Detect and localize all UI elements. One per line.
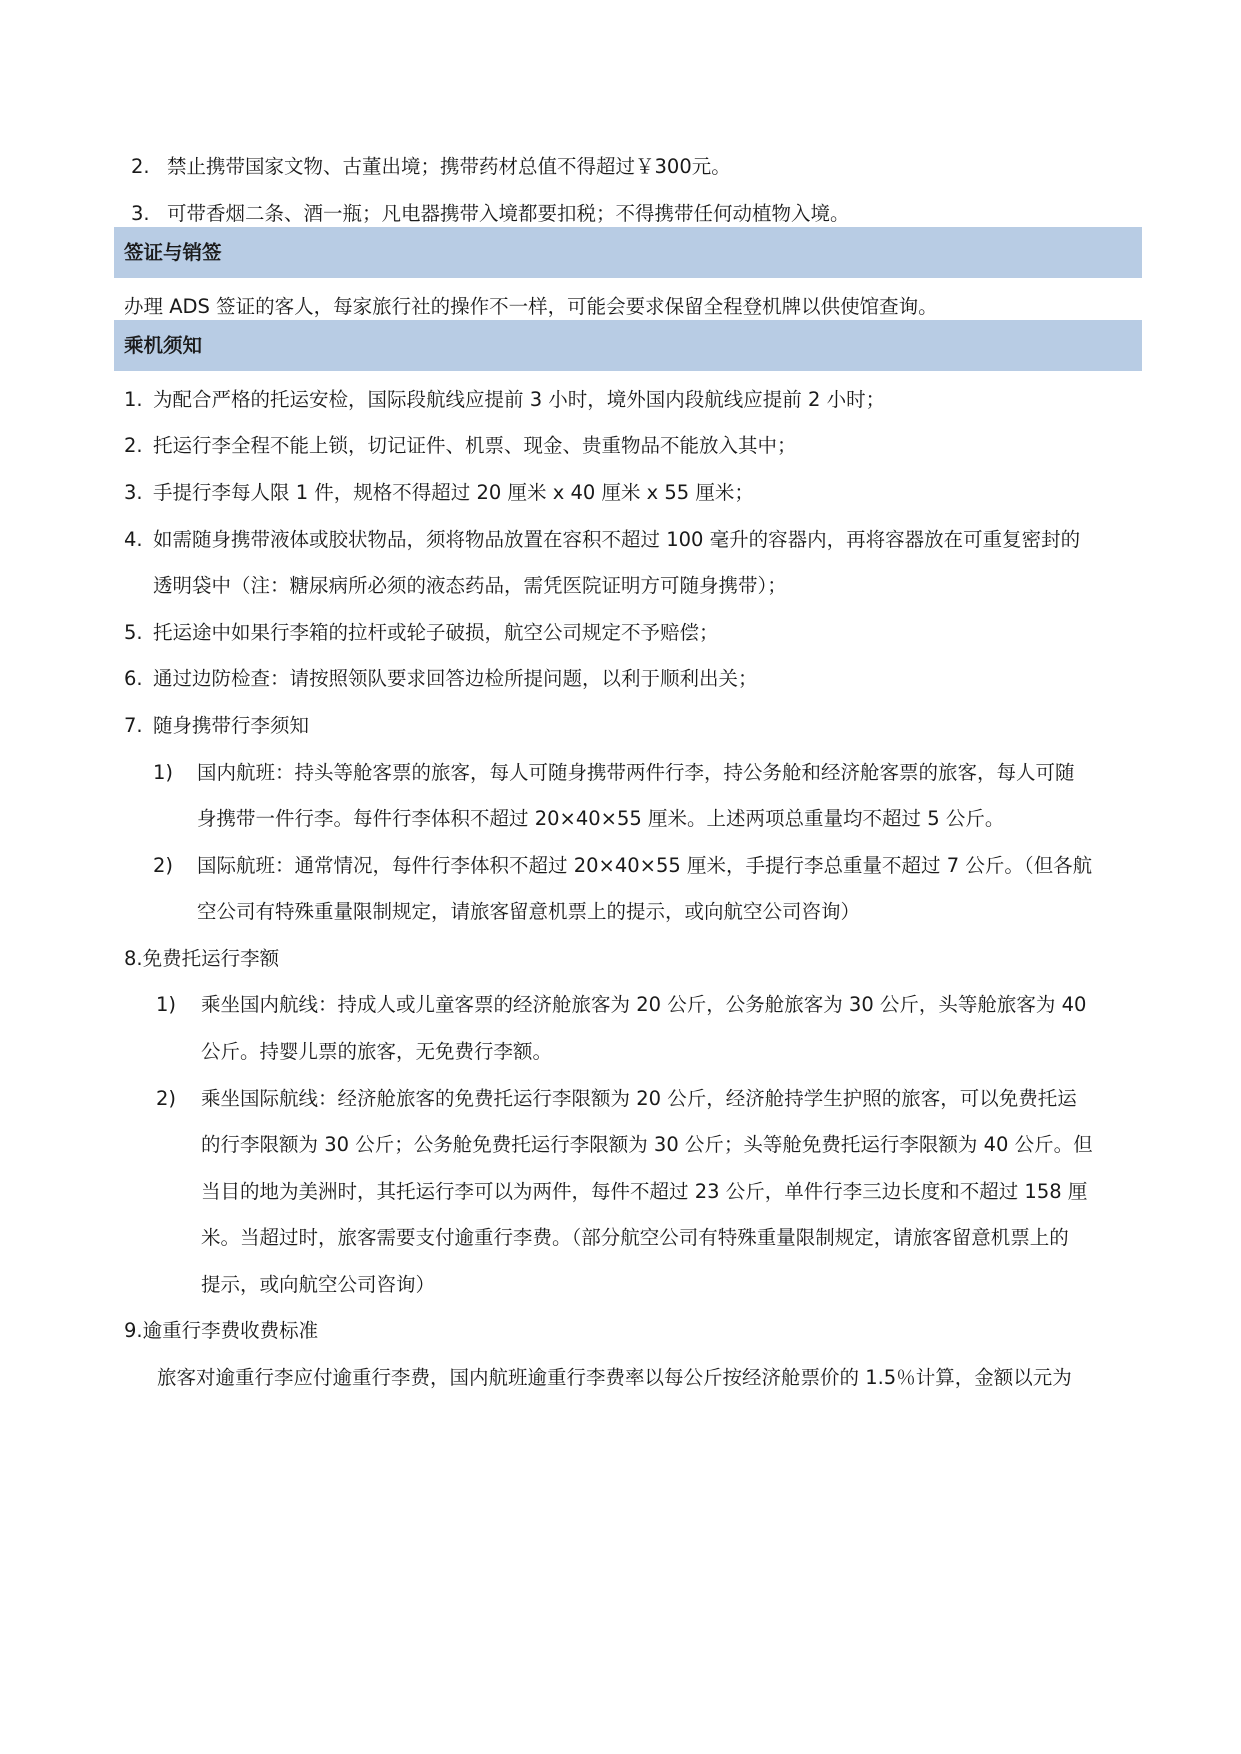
carry-on-sub-2 <box>153 853 1092 879</box>
list-text: 可带香烟二条、酒一瓶；凡电器携带入境都要扣税；不得携带任何动植物入境。 <box>167 202 850 225</box>
boarding-item-4 <box>124 527 1080 553</box>
list-number: 4. <box>124 528 143 551</box>
boarding-item-1 <box>124 387 885 413</box>
list-text: 通过边防检查：请按照领队要求回答边检所提问题，以利于顺利出关； <box>153 667 758 690</box>
section-title: 签证与销签 <box>124 241 222 264</box>
excess-paragraph: 旅客对逾重行李应付逾重行李费，国内航班逾重行李费率以每公斤按经济舱票价的 1.5％计算，金额以元为 <box>157 1366 1072 1389</box>
free-allowance-sub-2-line-5: 提示，或向航空公司咨询） <box>201 1273 436 1296</box>
list-text: 托运行李全程不能上锁，切记证件、机票、现金、贵重物品不能放入其中； <box>153 434 797 457</box>
list-number: 3. <box>131 202 150 225</box>
free-allowance-sub-2 <box>156 1086 1077 1112</box>
list-number: 5. <box>124 621 143 644</box>
boarding-item-3 <box>124 480 754 506</box>
list-text: 手提行李每人限 1 件，规格不得超过 20 厘米 x 40 厘米 x 55 厘米； <box>153 481 754 504</box>
list-number: 1. <box>124 388 143 411</box>
list-text: 乘坐国际航线：经济舱旅客的免费托运行李限额为 20 公斤，经济舱持学生护照的旅客，可以免费托运 <box>201 1087 1077 1110</box>
free-allowance-sub-2-line-3: 当目的地为美洲时，其托运行李可以为两件，每件不超过 23 公斤，单件行李三边长度和不超过 158 厘 <box>201 1180 1088 1203</box>
free-allowance-sub-1-continued: 公斤。持婴儿票的旅客，无免费行李额。 <box>201 1040 553 1063</box>
list-text: 乘坐国内航线：持成人或儿童客票的经济舱旅客为 20 公斤，公务舱旅客为 30 公斤，头等舱旅客为 40 <box>201 993 1087 1016</box>
list-number: 3. <box>124 481 143 504</box>
carry-on-sub-2-continued: 空公司有特殊重量限制规定，请旅客留意机票上的提示，或向航空公司咨询） <box>197 900 861 923</box>
list-text: 禁止携带国家文物、古董出境；携带药材总值不得超过￥300元。 <box>167 155 731 178</box>
list-number: 1) <box>153 761 174 784</box>
list-number: 1) <box>156 993 177 1016</box>
list-item-3 <box>131 201 850 227</box>
list-text: 随身携带行李须知 <box>153 714 310 737</box>
free-allowance-heading: 8.免费托运行李额 <box>124 947 280 970</box>
boarding-item-6 <box>124 666 758 692</box>
section-title: 乘机须知 <box>124 334 203 357</box>
free-allowance-sub-2-line-4: 米。当超过时，旅客需要支付逾重行李费。（部分航空公司有特殊重量限制规定，请旅客留意机票上的 <box>201 1226 1069 1249</box>
free-allowance-sub-1 <box>156 992 1086 1018</box>
boarding-item-7 <box>124 713 309 739</box>
boarding-item-2 <box>124 433 797 459</box>
visa-paragraph: 办理 ADS 签证的客人，每家旅行社的操作不一样，可能会要求保留全程登机牌以供使馆查询。 <box>124 295 938 318</box>
section-header-visa <box>114 227 1142 278</box>
carry-on-sub-1 <box>153 760 1075 786</box>
list-text: 国内航班：持头等舱客票的旅客，每人可随身携带两件行李，持公务舱和经济舱客票的旅客，每人可随 <box>197 761 1075 784</box>
list-item-2 <box>131 154 731 180</box>
list-number: 2) <box>156 1087 177 1110</box>
list-number: 2. <box>131 155 150 178</box>
boarding-item-4-continued: 透明袋中（注：糖尿病所必须的液态药品，需凭医院证明方可随身携带）； <box>153 574 787 597</box>
boarding-item-5 <box>124 620 719 646</box>
list-text: 托运途中如果行李箱的拉杆或轮子破损，航空公司规定不予赔偿； <box>153 621 719 644</box>
section-header-boarding <box>114 320 1142 371</box>
list-text: 如需随身携带液体或胶状物品，须将物品放置在容积不超过 100 毫升的容器内，再将容器放在可重复密封的 <box>153 528 1081 551</box>
list-number: 7. <box>124 714 143 737</box>
list-text: 国际航班：通常情况，每件行李体积不超过 20×40×55 厘米，手提行李总重量不超过 7 公斤。（但各航 <box>197 854 1093 877</box>
free-allowance-sub-2-line-2: 的行李限额为 30 公斤；公务舱免费托运行李限额为 30 公斤；头等舱免费托运行李限额为 40 公斤。但 <box>201 1133 1093 1156</box>
list-number: 2. <box>124 434 143 457</box>
list-number: 2) <box>153 854 174 877</box>
carry-on-sub-1-continued: 身携带一件行李。每件行李体积不超过 20×40×55 厘米。上述两项总重量均不超过 5 公斤。 <box>197 807 1005 830</box>
excess-heading: 9.逾重行李费收费标准 <box>124 1319 319 1342</box>
list-text: 为配合严格的托运安检，国际段航线应提前 3 小时，境外国内段航线应提前 2 小时； <box>153 388 886 411</box>
list-number: 6. <box>124 667 143 690</box>
